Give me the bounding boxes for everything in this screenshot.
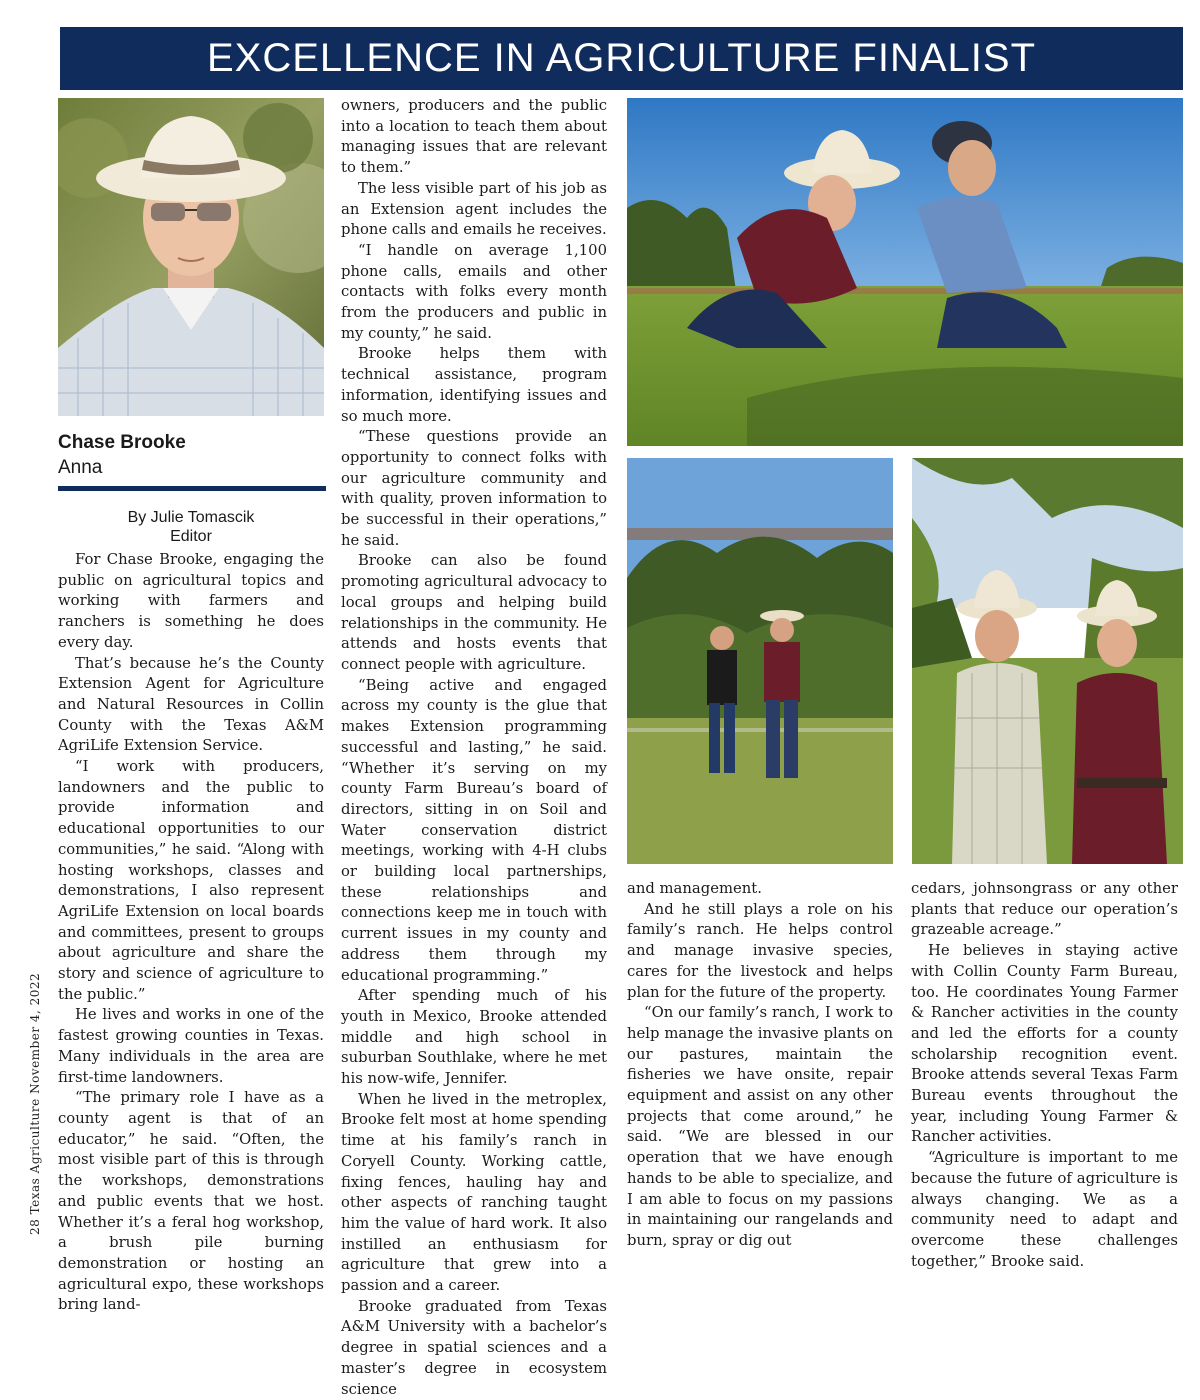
byline xyxy=(58,508,324,546)
orchard-conversation-photo xyxy=(912,458,1183,864)
article-column-2 xyxy=(341,96,607,1400)
paragraph: “Being active and engaged across my county is the glue that makes Extension programming successful and lasting,” he said. “Whether it’s serving on my county Farm Bureau’s board of directors, sitting in on Soil and Water conservation district meetings, working with 4-H clubs or building local partnerships, these relationships and connections keep me in touch with current issues in my county and address them through my educational programming.” xyxy=(341,676,607,984)
paragraph: “I work with producers, landowners and the public to provide information and educational opportunities to our communities,” he said. “Along with hosting workshops, classes and demonstrations, I also represent AgriLife Extension on local boards and committees, present to groups about agriculture and share the story and science of agriculture to the public.” xyxy=(58,758,324,1003)
paragraph: Brooke graduated from Texas A&M University with a bachelor’s degree in spatial sciences and a master’s degree in ecosystem science xyxy=(341,1297,607,1398)
page-folio: 28 Texas Agriculture November 4, 2022 xyxy=(28,972,42,1235)
finalist-name: Chase Brooke xyxy=(58,432,186,453)
paragraph: Brooke can also be found promoting agricultural advocacy to local groups and helping build relationships in the community. He attends and hosts events that connect people with agriculture. xyxy=(341,552,607,673)
paragraph: “On our family’s ranch, I work to help manage the invasive plants on our pastures, maintain the fisheries we have onsite, repair equipment and assist on any other projects that come around,” he said. “We are blessed in our operation that we have enough hands to be able to specialize, and I am able to focus on my passions in maintaining our rangelands and burn, spray or dig out xyxy=(627,1004,893,1249)
byline-role: Editor xyxy=(170,528,212,545)
paragraph: He lives and works in one of the fastest growing counties in Texas. Many individuals in the area are first-time landowners. xyxy=(58,1006,324,1086)
byline-author: By Julie Tomascik xyxy=(127,509,255,526)
paragraph: That’s because he’s the County Extension Agent for Agriculture and Natural Resources in Collin County with the Texas A&M AgriLife Extension Service. xyxy=(58,654,324,755)
walking-in-pasture-photo xyxy=(627,458,893,864)
article-column-4 xyxy=(911,879,1178,1272)
paragraph: cedars, johnsongrass or any other plants that reduce our operation’s grazeable acreage.” xyxy=(911,880,1178,939)
paragraph: “Agriculture is important to me because the future of agriculture is always changing. We as a community need to adapt and overcome these challenges together,” Brooke said. xyxy=(911,1149,1178,1270)
article-column-1 xyxy=(58,550,324,1316)
paragraph: When he lived in the metroplex, Brooke felt most at home spending time at his family’s ranch in Coryell County. Working cattle, fixing fences, hauling hay and other aspects of ranching taught him the value of hard work. It also instilled an enthusiasm for agriculture that grew into a passion and a career. xyxy=(341,1090,607,1295)
paragraph: “These questions provide an opportunity to connect folks with our agriculture community and with quality, proven information to be successful in their operations,” he said. xyxy=(341,428,607,549)
paragraph: and management. xyxy=(627,880,762,897)
paragraph: After spending much of his youth in Mexico, Brooke attended middle and high school in suburban Southlake, where he met his now-wife, Jennifer. xyxy=(341,987,607,1088)
paragraph: Brooke helps them with technical assistance, program information, identifying issues and so much more. xyxy=(341,345,607,425)
finalist-town: Anna xyxy=(58,457,103,478)
paragraph: “I handle on average 1,100 phone calls, emails and other contacts with folks every month from the producers and public in my county,” he said. xyxy=(341,241,607,342)
article-column-3 xyxy=(627,879,893,1252)
kneeling-in-field-photo xyxy=(627,98,1183,446)
divider-rule xyxy=(58,486,326,491)
banner-title: EXCELLENCE IN AGRICULTURE FINALIST xyxy=(207,36,1036,80)
paragraph: The less visible part of his job as an Extension agent includes the phone calls and emails he receives. xyxy=(341,179,607,239)
portrait-photo xyxy=(58,98,324,416)
paragraph: For Chase Brooke, engaging the public on agricultural topics and working with farmers and ranchers is something he does every day. xyxy=(58,551,324,651)
paragraph: owners, producers and the public into a location to teach them about managing issues that are relevant to them.” xyxy=(341,97,607,177)
paragraph: “The primary role I have as a county agent is that of an educator,” he said. “Often, the most visible part of this is through the workshops, demonstrations and public events that we host. Whether it’s a feral hog workshop, a brush pile burning demonstration or hosting an agricultural expo, these workshops bring land- xyxy=(58,1089,324,1314)
paragraph: And he still plays a role on his family’s ranch. He helps control and manage invasive species, cares for the livestock and helps plan for the future of the property. xyxy=(627,900,893,1001)
paragraph: He believes in staying active with Collin County Farm Bureau, too. He coordinates Young Farmer & Rancher activities in the county and led the efforts for a county scholarship recognition event. Brooke attends several Texas Farm Bureau events throughout the year, including Young Farmer & Rancher activities. xyxy=(911,942,1178,1146)
section-banner xyxy=(60,27,1183,90)
